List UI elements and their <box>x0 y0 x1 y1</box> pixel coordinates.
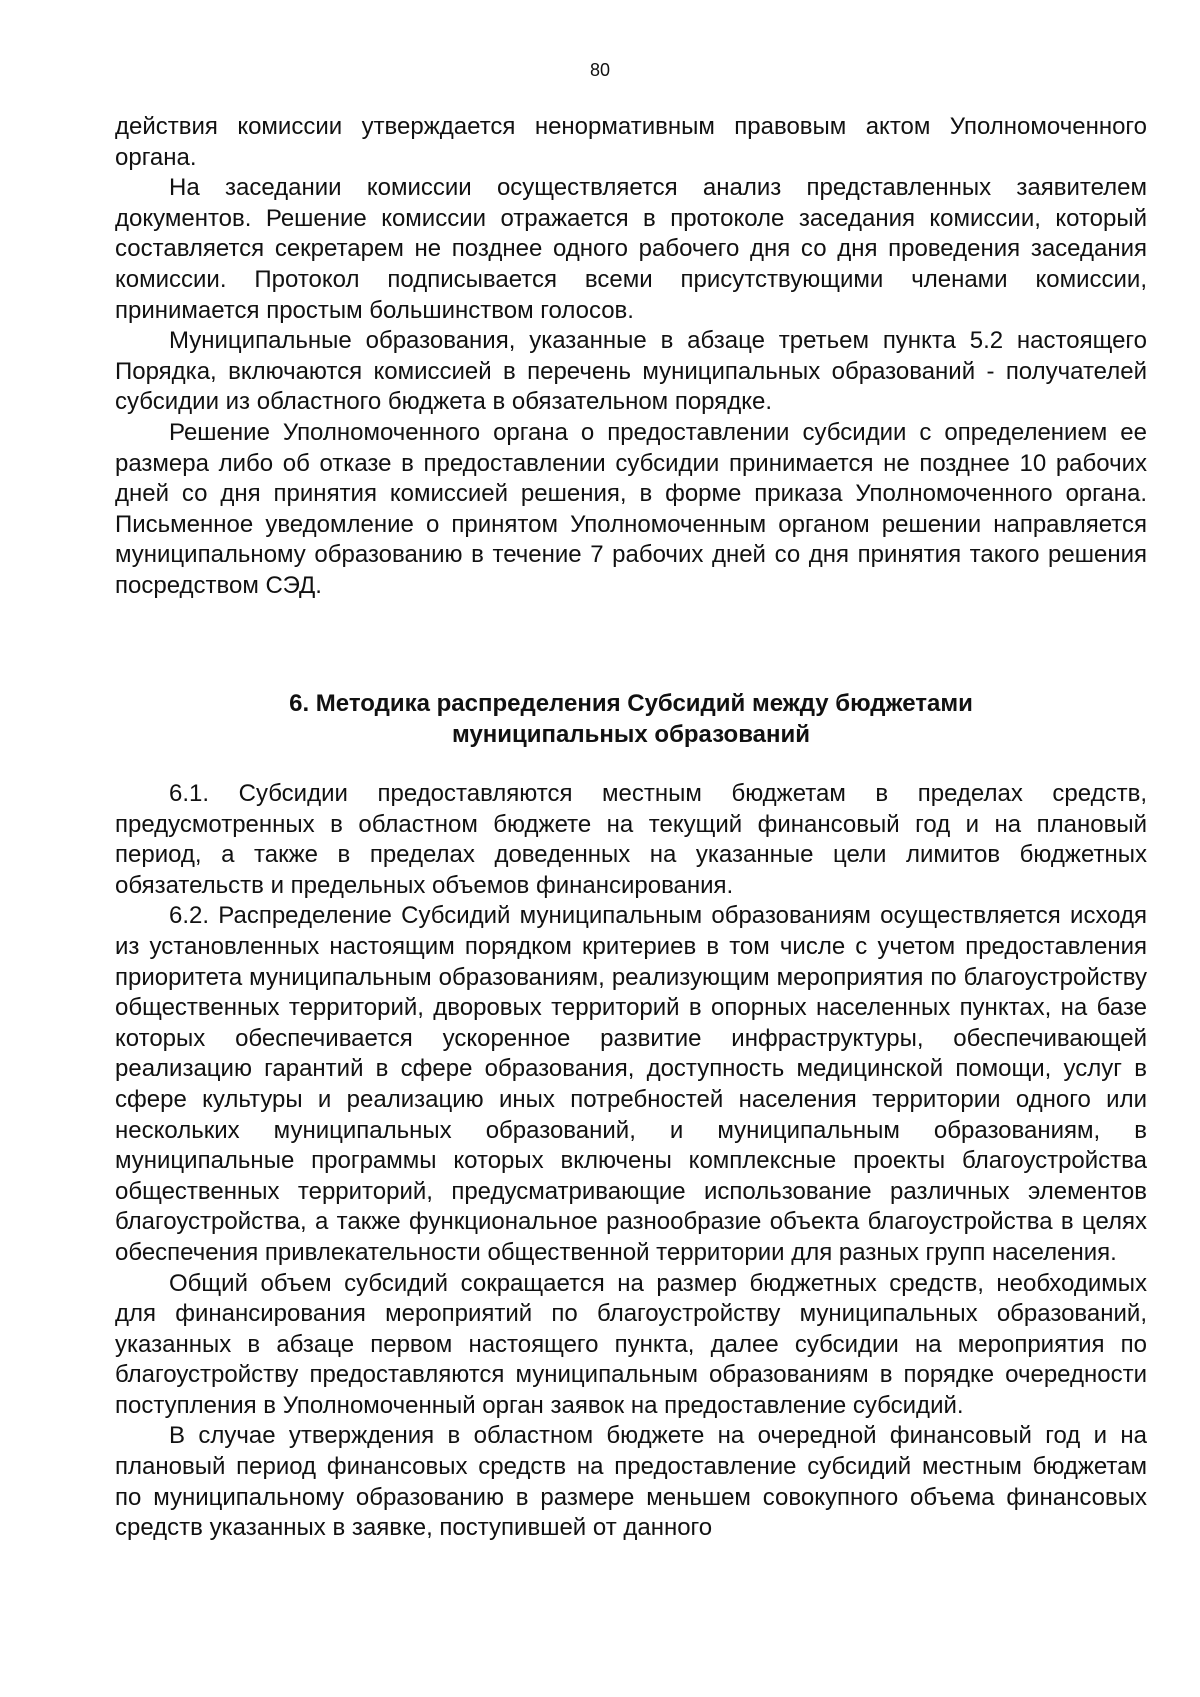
paragraph: 6.2. Распределение Субсидий муниципальным образованиям осуществляется исходя из установленных настоящим порядком критериев в том числе с учетом предоставления приоритета муниципальным образованиям, реализующим мероприятия по благоустройству общественных территорий, дворовых территорий в опорных населенных пунктах, на базе которых обеспечивается ускоренное развитие инфраструктуры, обеспечивающей реализацию гарантий в сфере образования, доступность медицинской помощи, услуг в сфере культуры и реализацию иных потребностей населения территории одного или нескольких муниципальных образований, и муниципальным образованиям, в муниципальные программы которых включены комплексные проекты благоустройства общественных территорий, предусматривающие использование различных элементов благоустройства, а также функциональное разнообразие объекта благоустройства в целях обеспечения привлекательности общественной территории для разных групп населения. <box>115 902 1147 1266</box>
paragraph: действия комиссии утверждается ненормативным правовым актом Уполномоченного органа. <box>115 113 1147 171</box>
paragraph: Муниципальные образования, указанные в абзаце третьем пункта 5.2 настоящего Порядка, включаются комиссией в перечень муниципальных образований - получателей субсидии из областного бюджета в обязательном порядке. <box>115 327 1147 416</box>
page-number: 80 <box>589 60 611 80</box>
paragraph: Общий объем субсидий сокращается на размер бюджетных средств, необходимых для финансирования мероприятий по благоустройству муниципальных образований, указанных в абзаце первом настоящего пункта, далее субсидии на мероприятия по благоустройству предоставляются муниципальным образованиям в порядке очередности поступления в Уполномоченный орган заявок на предоставление субсидий. <box>115 1269 1147 1419</box>
paragraph: Решение Уполномоченного органа о предоставлении субсидии с определением ее размера либо об отказе в предоставлении субсидии принимается не позднее 10 рабочих дней со дня принятия комиссией решения, в форме приказа Уполномоченного органа. Письменное уведомление о принятом Уполномоченным органом решении направляется муниципальному образованию в течение 7 рабочих дней со дня принятия такого решения посредством СЭД. <box>115 418 1147 599</box>
bottom-text-block <box>115 779 1147 1544</box>
top-text-block <box>115 112 1147 602</box>
section-heading-line: муниципальных образований <box>452 721 810 748</box>
section-heading <box>115 688 1147 750</box>
paragraph: 6.1. Субсидии предоставляются местным бюджетам в пределах средств, предусмотренных в областном бюджете на текущий финансовый год и на плановый период, а также в пределах доведенных на указанные цели лимитов бюджетных обязательств и предельных объемов финансирования. <box>115 780 1147 899</box>
paragraph: В случае утверждения в областном бюджете на очередной финансовый год и на плановый период финансовых средств на предоставление субсидий местным бюджетам по муниципальному образованию в размере меньшем совокупного объема финансовых средств указанных в заявке, поступившей от данного <box>115 1422 1147 1542</box>
paragraph: На заседании комиссии осуществляется анализ представленных заявителем документов. Решение комиссии отражается в протоколе заседания комиссии, который составляется секретарем не позднее одного рабочего дня со дня проведения заседания комиссии. Протокол подписывается всеми присутствующими членами комиссии, принимается простым большинством голосов. <box>115 174 1147 324</box>
section-heading-line: 6. Методика распределения Субсидий между бюджетами <box>289 690 973 717</box>
